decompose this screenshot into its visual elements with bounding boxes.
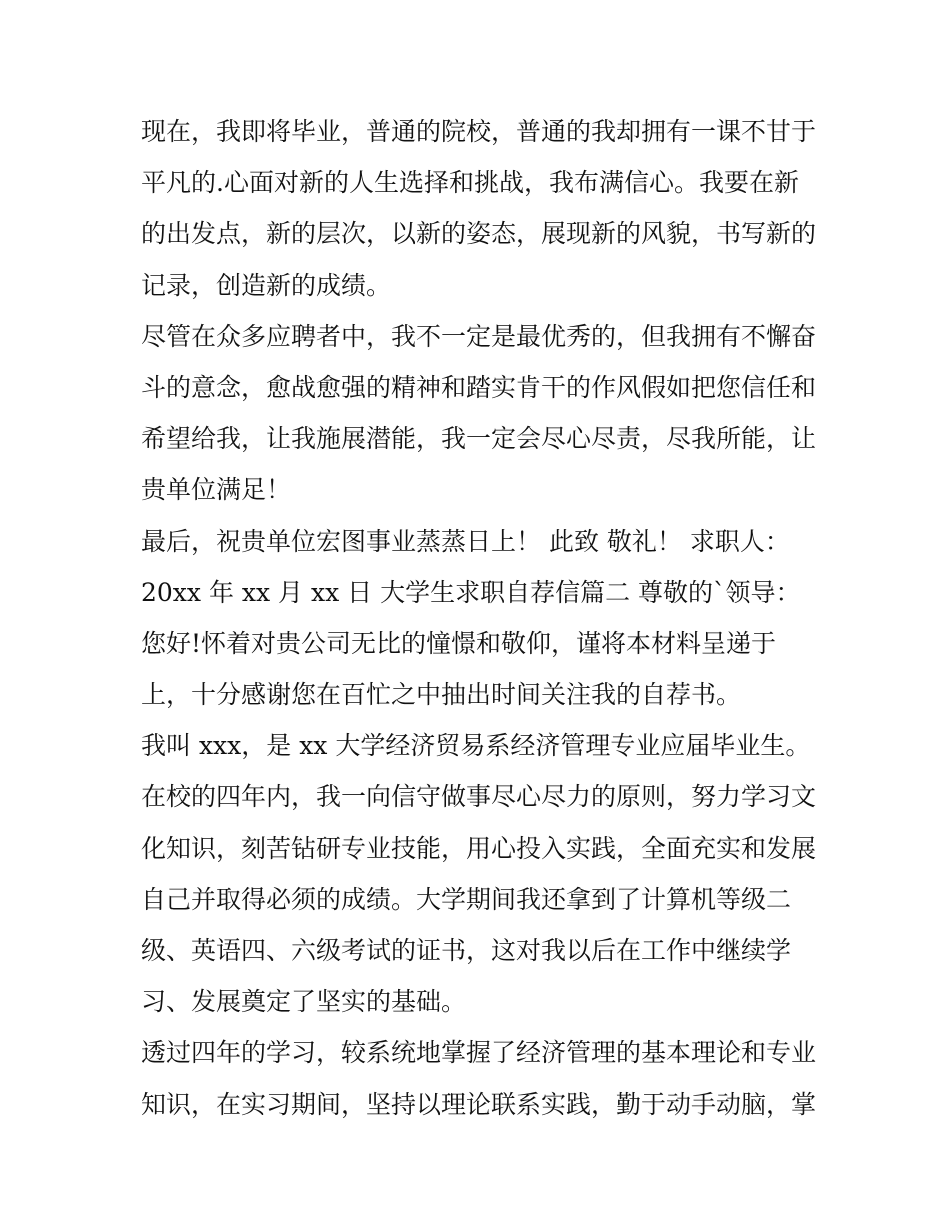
- text-line: 记录，创造新的成绩。: [141, 270, 392, 300]
- document-body: [141, 106, 821, 1130]
- text-line: 透过四年的学习，较系统地掌握了经济管理的基本理论和专业: [141, 1038, 817, 1068]
- text-line: 最后，祝贵单位宏图事业蒸蒸日上！ 此致 敬礼！ 求职人：: [141, 526, 790, 556]
- text-line: 习、发展奠定了坚实的基础。: [141, 987, 467, 1017]
- text-line: 的出发点，新的层次，以新的姿态，展现新的风貌，书写新的: [141, 219, 817, 249]
- text-line: 尽管在众多应聘者中，我不一定是最优秀的，但我拥有不懈奋: [141, 321, 817, 351]
- text-line: 现在，我即将毕业，普通的院校，普通的我却拥有一课不甘于: [141, 117, 817, 146]
- text-line: 您好!怀着对贵公司无比的憧憬和敬仰，谨将本材料呈递于: [141, 628, 777, 658]
- text-line: 斗的意念，愈战愈强的精神和踏实肯干的作风假如把您信任和: [141, 372, 817, 402]
- text-line: 化知识，刻苦钻研专业技能，用心投入实践，全面充实和发展: [141, 833, 817, 863]
- text-line: 贵单位满足！: [141, 475, 292, 505]
- text-line: 上，十分感谢您在百忙之中抽出时间关注我的自荐书。: [141, 680, 742, 710]
- text-line: 希望给我，让我施展潜能，我一定会尽心尽责，尽我所能，让: [141, 424, 817, 454]
- text-line: 平凡的.心面对新的人生选择和挑战，我布满信心。我要在新: [141, 168, 799, 198]
- text-line: 自己并取得必须的成绩。大学期间我还拿到了计算机等级二: [141, 884, 792, 914]
- text-line: 在校的四年内，我一向信守做事尽心尽力的原则，努力学习文: [141, 782, 817, 812]
- text-line: 知识，在实习期间，坚持以理论联系实践，勤于动手动脑，掌: [141, 1089, 817, 1119]
- text-line: 我叫 xxx，是 xx 大学经济贸易系经济管理专业应届毕业生。: [141, 731, 811, 761]
- text-line: 20xx 年 xx 月 xx 日 大学生求职自荐信篇二 尊敬的`领导：: [141, 577, 801, 607]
- text-line: 级、英语四、六级考试的证书，这对我以后在工作中继续学: [141, 936, 792, 965]
